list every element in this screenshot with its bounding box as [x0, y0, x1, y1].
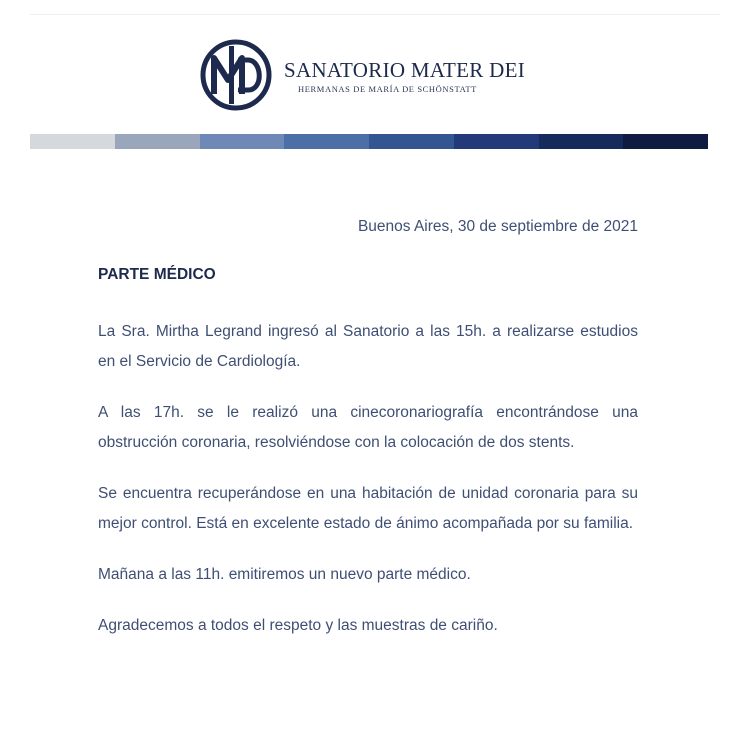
stripe-segment-4 — [284, 134, 369, 149]
stripe-segment-3 — [200, 134, 285, 149]
letter-date: Buenos Aires, 30 de septiembre de 2021 — [357, 218, 638, 235]
stripe-segment-2 — [115, 134, 200, 149]
letter-heading: PARTE MÉDICO — [98, 266, 216, 283]
paragraph-admission: La Sra. Mirtha Legrand ingresó al Sanatorio a las 15h. a realizarse estudios en el Servicio de Cardiología. — [98, 323, 638, 370]
brand-title: SANATORIO MATER DEI — [284, 58, 525, 82]
paragraph-next-update: Mañana a las 11h. emitiremos un nuevo parte médico. — [98, 566, 471, 583]
stripe-segment-6 — [454, 134, 539, 149]
stripe-segment-7 — [539, 134, 624, 149]
stripe-segment-5 — [369, 134, 454, 149]
mater-dei-monogram-icon — [198, 38, 274, 112]
paragraph-thanks: Agradecemos a todos el respeto y las muestras de cariño. — [98, 617, 498, 634]
paragraph-procedure: A las 17h. se le realizó una cinecoronariografía encontrándose una obstrucción coronaria, resolviéndose con la colocación de dos stents. — [98, 404, 638, 451]
paragraph-recovery: Se encuentra recuperándose en una habitación de unidad coronaria para su mejor control. Está en excelente estado de ánimo acompañada por su familia. — [98, 485, 638, 532]
color-stripe — [30, 134, 708, 149]
stripe-segment-1 — [30, 134, 115, 149]
letter-body — [98, 317, 638, 662]
top-divider — [30, 14, 720, 15]
stripe-segment-8 — [623, 134, 708, 149]
brand-subtitle: HERMANAS DE MARÍA DE SCHÖNSTATT — [298, 84, 477, 94]
